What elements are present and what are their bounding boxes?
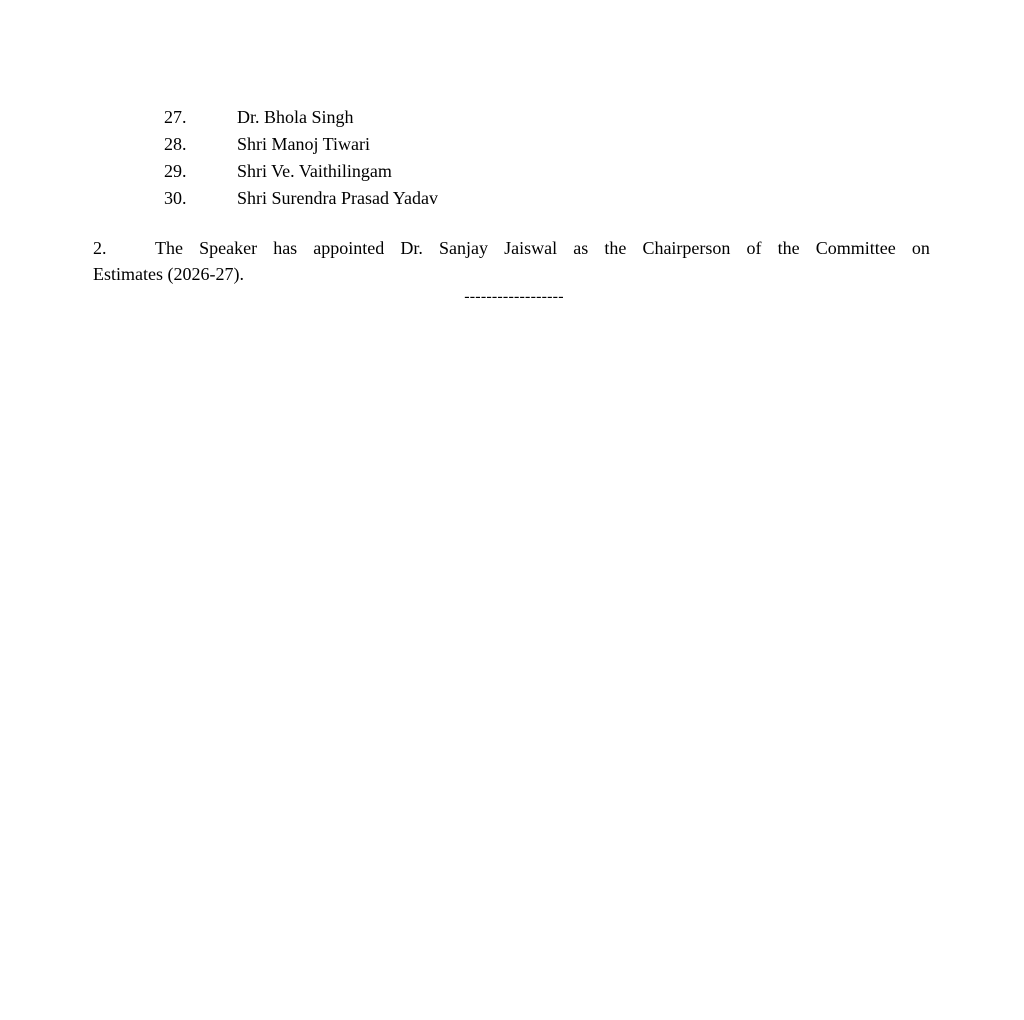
end-marker: ------------------ [464,288,564,305]
member-number: 30. [164,188,187,208]
paragraph-word: Speaker [199,238,258,258]
member-number: 29. [164,161,187,181]
member-number: 28. [164,134,187,154]
paragraph-word: the [777,238,800,258]
paragraph-word: has [273,238,298,258]
paragraph-number-group [93,235,183,261]
paragraph-line-1 [93,235,930,261]
list-item [164,131,764,158]
member-name: Shri Surendra Prasad Yadav [237,188,438,208]
paragraph-word: on [911,238,930,258]
member-list [164,104,764,212]
list-item [164,185,764,212]
member-name: Shri Manoj Tiwari [237,134,371,154]
paragraph-word: of [746,238,762,258]
paragraph-word: Chairperson [642,238,731,258]
paragraph-word: Sanjay [439,238,488,258]
appointment-paragraph [93,235,930,287]
member-name: Shri Ve. Vaithilingam [237,161,392,181]
list-item [164,158,764,185]
paragraph-line-2: Estimates (2026-27). [93,264,244,284]
member-name: Dr. Bhola Singh [237,107,354,127]
paragraph-word: Committee [815,238,896,258]
list-item [164,104,764,131]
paragraph-word: the [604,238,627,258]
paragraph-word: appointed [313,238,385,258]
paragraph-word: The [155,238,183,258]
paragraph-word: as [573,238,589,258]
member-number: 27. [164,107,187,127]
paragraph-word: Dr. [400,238,423,258]
paragraph-word: Jaiswal [504,238,558,258]
paragraph-number: 2. [93,238,107,258]
